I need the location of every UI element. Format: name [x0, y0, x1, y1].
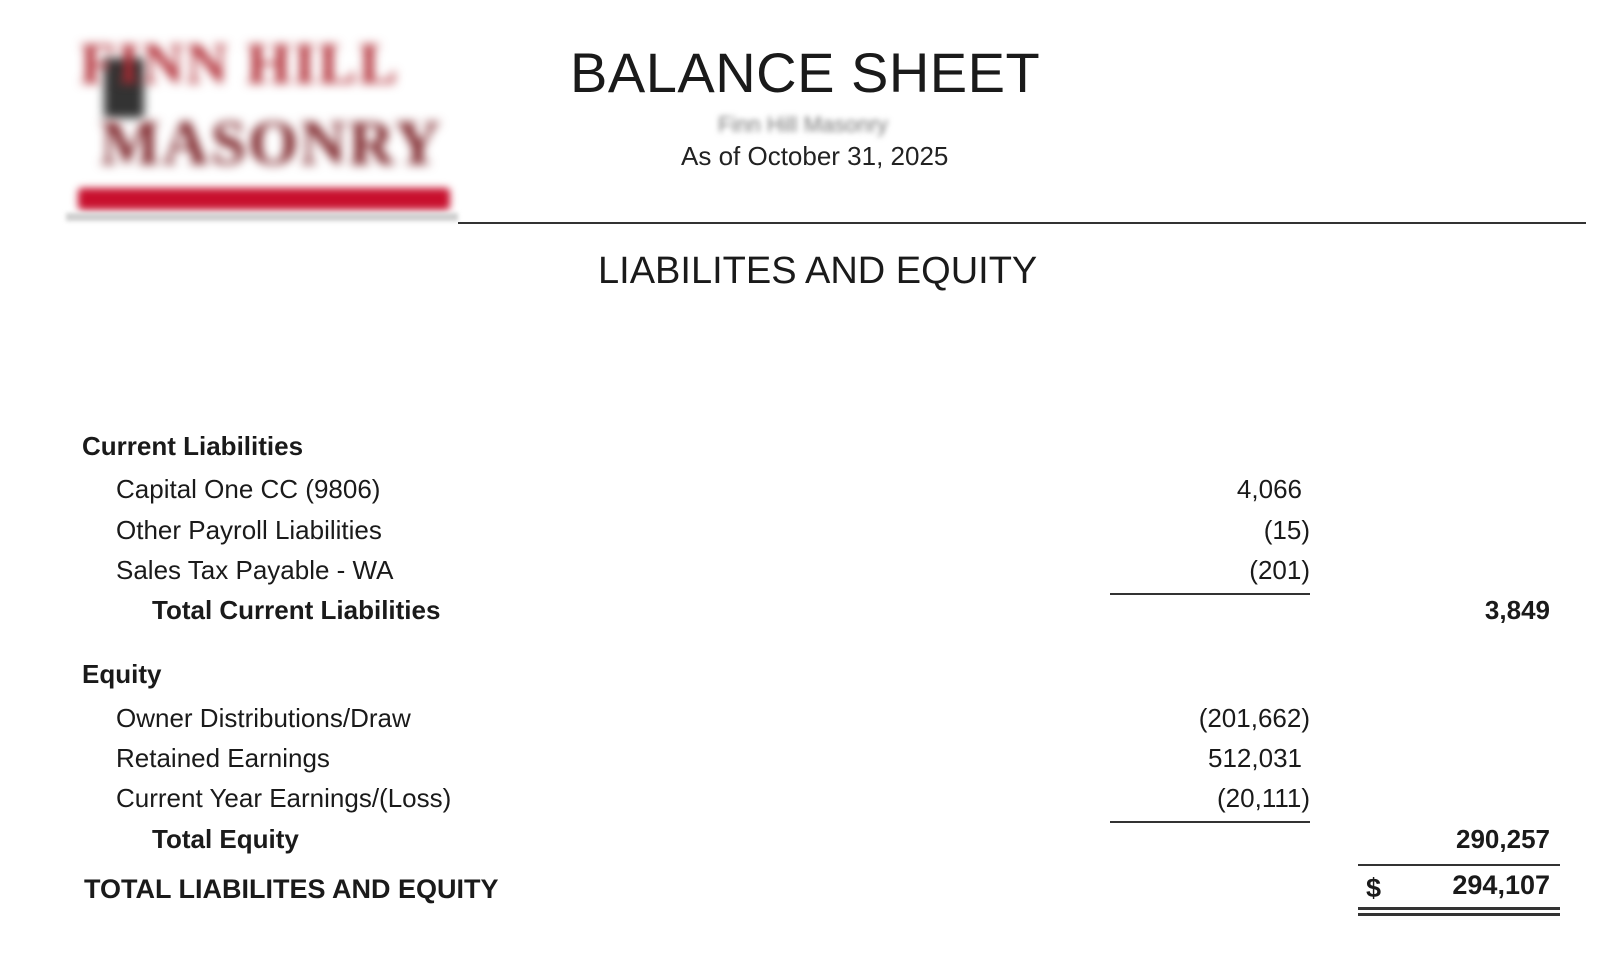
total-equity-amount: 290,257	[1456, 824, 1550, 854]
grand-total-double-rule	[1358, 907, 1560, 916]
line-item-amount: (20,111)	[1217, 783, 1310, 813]
logo-text-mid: MASONRY	[100, 107, 443, 178]
line-item-amount: (201)	[1249, 555, 1310, 585]
line-item-amount: (15)	[1263, 515, 1310, 545]
company-logo	[66, 18, 458, 218]
total-current-liabilities-label: Total Current Liabilities	[152, 595, 441, 625]
report-date: As of October 31, 2025	[681, 141, 949, 171]
equity-heading: Equity	[82, 659, 162, 689]
line-item-label: Capital One CC (9806)	[116, 474, 381, 504]
logo-banner	[78, 188, 450, 210]
grand-total-label: TOTAL LIABILITES AND EQUITY	[84, 874, 499, 904]
report-title: BALANCE SHEET	[570, 41, 1041, 104]
grand-total-top-rule	[1358, 864, 1560, 866]
total-current-liabilities-amount: 3,849	[1484, 595, 1550, 625]
line-item-amount: 512,031	[1208, 743, 1302, 773]
current-liabilities-heading: Current Liabilities	[82, 431, 304, 461]
line-item-amount: 4,066	[1236, 474, 1302, 504]
subtotal-rule	[1110, 821, 1310, 823]
logo-text-top: FINN HILL	[80, 31, 400, 96]
line-item-amount: (201,662)	[1198, 703, 1310, 733]
subtotal-rule	[1110, 593, 1310, 595]
line-item-label: Sales Tax Payable - WA	[116, 555, 394, 585]
section-title: LIABILITES AND EQUITY	[598, 250, 1038, 292]
line-item-label: Other Payroll Liabilities	[116, 515, 382, 545]
header-divider	[458, 222, 1586, 224]
currency-symbol: $	[1366, 873, 1382, 903]
line-item-label: Current Year Earnings/(Loss)	[116, 783, 452, 813]
total-equity-label: Total Equity	[152, 824, 299, 854]
company-name: Finn Hill Masonry	[718, 112, 888, 137]
logo-shadow	[66, 213, 458, 221]
line-item-label: Retained Earnings	[116, 743, 330, 773]
line-item-label: Owner Distributions/Draw	[116, 703, 411, 733]
grand-total-amount: 294,107	[1452, 870, 1550, 900]
